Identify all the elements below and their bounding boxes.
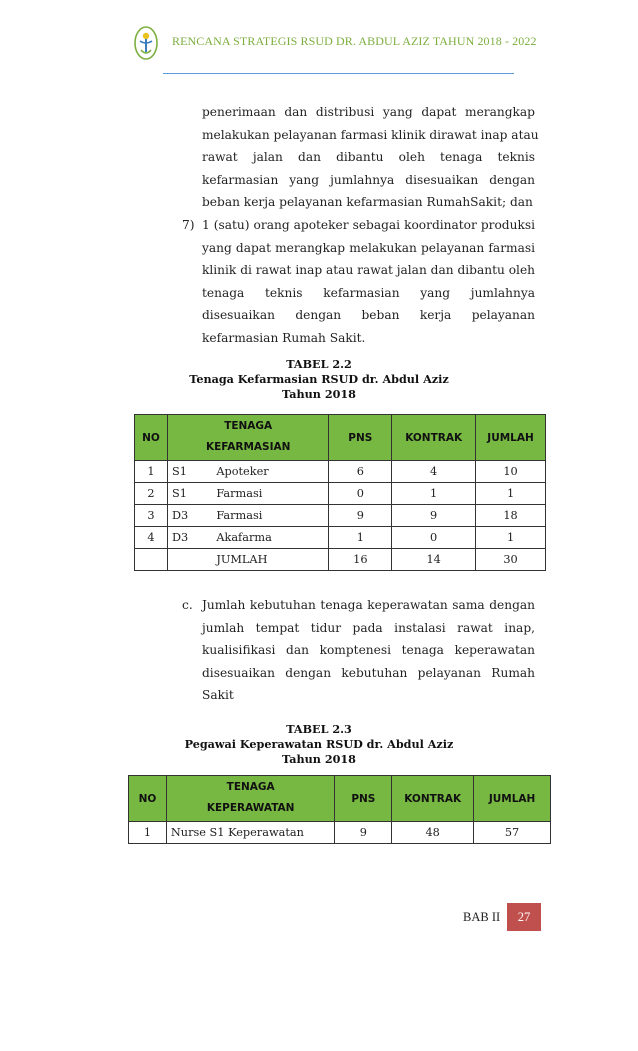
header-rule xyxy=(163,73,514,74)
header-no: NO xyxy=(129,776,167,822)
header-tenaga-line1: TENAGA xyxy=(226,781,275,793)
cell-total-kontrak: 14 xyxy=(392,549,476,571)
text-line: Sakit xyxy=(202,688,234,703)
hospital-logo-icon xyxy=(134,26,158,60)
header-tenaga xyxy=(167,415,328,461)
text-line: disesuaikan dengan kebutuhan pelayanan Rumah xyxy=(202,665,535,680)
cell-name: Farmasi xyxy=(212,483,329,505)
header-no: NO xyxy=(135,415,168,461)
header-jumlah: JUMLAH xyxy=(476,415,546,461)
cell-level: D3 xyxy=(167,505,212,527)
text-line: yang dapat merangkap melakukan pelayanan farmasi xyxy=(202,240,535,255)
table-number: TABEL 2.2 xyxy=(286,357,352,371)
table-row xyxy=(135,505,546,527)
table-title: Tenaga Kefarmasian RSUD dr. Abdul Aziz xyxy=(189,372,449,386)
text-line: klinik di rawat inap atau rawat jalan dan dibantu oleh xyxy=(202,263,535,278)
cell-name: Nurse S1 Keperawatan xyxy=(166,822,335,844)
header-pns: PNS xyxy=(335,776,392,822)
cell-level: S1 xyxy=(167,483,212,505)
cell-name: Farmasi xyxy=(212,505,329,527)
header-kontrak: KONTRAK xyxy=(392,776,474,822)
cell-pns: 6 xyxy=(329,461,392,483)
text-line: penerimaan dan distribusi yang dapat merangkap xyxy=(202,105,535,119)
header-tenaga xyxy=(166,776,335,822)
table-2-3-caption xyxy=(0,722,638,767)
header-tenaga-line2: KEFARMASIAN xyxy=(205,441,291,453)
cell-total-pns: 16 xyxy=(329,549,392,571)
header-jumlah: JUMLAH xyxy=(474,776,551,822)
cell-jumlah: 1 xyxy=(476,483,546,505)
header-tenaga-line2: KEPERAWATAN xyxy=(206,802,295,814)
list-marker-7: 7) xyxy=(182,218,195,232)
header-tenaga-line1: TENAGA xyxy=(224,420,273,432)
cell-kontrak: 1 xyxy=(392,483,476,505)
table-total-row xyxy=(135,549,546,571)
cell-total-label: JUMLAH xyxy=(212,549,329,571)
cell-name: Apoteker xyxy=(212,461,329,483)
cell-empty xyxy=(167,549,212,571)
cell-no: 3 xyxy=(135,505,168,527)
table-row xyxy=(135,461,546,483)
cell-empty xyxy=(135,549,168,571)
table-number: TABEL 2.3 xyxy=(286,722,352,736)
cell-kontrak: 48 xyxy=(392,822,474,844)
cell-no: 2 xyxy=(135,483,168,505)
table-row xyxy=(135,527,546,549)
header-pns: PNS xyxy=(329,415,392,461)
text-line: beban kerja pelayanan kefarmasian RumahSakit; dan xyxy=(202,195,533,210)
text-line: melakukan pelayanan farmasi klinik dirawat inap atau xyxy=(202,127,539,142)
table-2-2 xyxy=(134,414,546,571)
table-title: Pegawai Keperawatan RSUD dr. Abdul Aziz xyxy=(184,737,454,751)
table-header-row xyxy=(135,415,546,461)
cell-no: 1 xyxy=(129,822,167,844)
text-line: Jumlah kebutuhan tenaga keperawatan sama dengan xyxy=(202,598,535,612)
cell-kontrak: 4 xyxy=(392,461,476,483)
list-item-7 xyxy=(202,214,535,350)
table-year: Tahun 2018 xyxy=(282,752,356,766)
header-kontrak: KONTRAK xyxy=(392,415,476,461)
table-year: Tahun 2018 xyxy=(282,387,356,401)
table-row xyxy=(135,483,546,505)
cell-pns: 9 xyxy=(329,505,392,527)
text-line: disesuaikan dengan beban kerja pelayanan xyxy=(202,308,535,323)
page-header xyxy=(134,26,537,74)
page-number: 27 xyxy=(507,903,541,931)
cell-pns: 9 xyxy=(335,822,392,844)
list-item-c xyxy=(202,594,535,707)
cell-jumlah: 10 xyxy=(476,461,546,483)
cell-pns: 1 xyxy=(329,527,392,549)
list-marker-c: c. xyxy=(182,598,193,612)
table-2-2-caption xyxy=(0,357,638,402)
table-row xyxy=(129,822,551,844)
cell-no: 4 xyxy=(135,527,168,549)
text-line: tenaga teknis kefarmasian yang jumlahnya xyxy=(202,285,535,300)
cell-name: Akafarma xyxy=(212,527,329,549)
text-line: kualisifikasi dan komptenesi tenaga keperawatan xyxy=(202,643,535,658)
footer-chapter: BAB II xyxy=(463,910,501,924)
cell-kontrak: 9 xyxy=(392,505,476,527)
cell-level: D3 xyxy=(167,527,212,549)
cell-jumlah: 18 xyxy=(476,505,546,527)
text-line: 1 (satu) orang apoteker sebagai koordinator produksi xyxy=(202,218,535,232)
text-line: kefarmasian Rumah Sakit. xyxy=(202,330,366,345)
text-line: kefarmasian yang jumlahnya disesuaikan dengan xyxy=(202,172,535,187)
paragraph-continuation xyxy=(202,101,539,214)
cell-no: 1 xyxy=(135,461,168,483)
cell-total-jumlah: 30 xyxy=(476,549,546,571)
table-header-row xyxy=(129,776,551,822)
cell-kontrak: 0 xyxy=(392,527,476,549)
cell-pns: 0 xyxy=(329,483,392,505)
cell-level: S1 xyxy=(167,461,212,483)
cell-jumlah: 1 xyxy=(476,527,546,549)
cell-jumlah: 57 xyxy=(474,822,551,844)
table-2-3 xyxy=(128,775,551,844)
text-line: rawat jalan dan dibantu oleh tenaga teknis xyxy=(202,150,535,165)
text-line: jumlah tempat tidur pada instalasi rawat inap, xyxy=(202,620,535,635)
header-title: RENCANA STRATEGIS RSUD DR. ABDUL AZIZ TAHUN 2018 - 2022 xyxy=(172,34,537,48)
